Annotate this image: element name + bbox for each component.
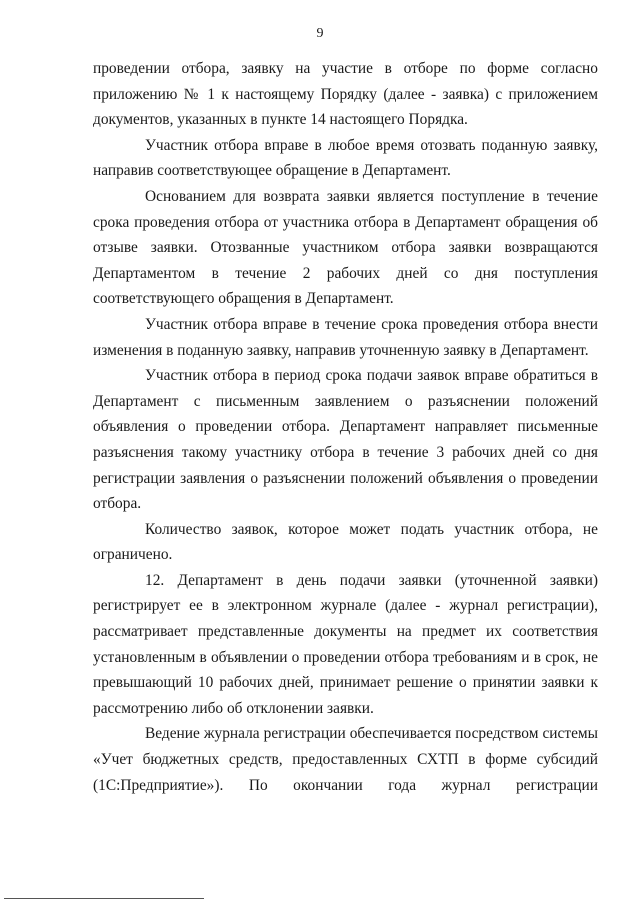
paragraph-application-count: Количество заявок, которое может подать участник отбора, не ограничено.	[93, 520, 598, 564]
page-number: 9	[316, 26, 324, 41]
paragraph-amend-application: Участник отбора вправе в течение срока проведения отбора внести изменения в поданную заявку, направив уточненную заявку в Департамент.	[93, 315, 598, 359]
paragraph-withdraw-application: Участник отбора вправе в любое время отозвать поданную заявку, направив соответствующее обращение в Департамент.	[93, 136, 598, 180]
paragraph-return-grounds: Основанием для возврата заявки является поступление в течение срока проведения отбора от участника отбора в Департамент обращения об отзыве заявки. Отозванные участником отбора заявки возвращаются Департаментом в течение 2 рабочих дней со дня поступления соответствующего обращения в Департамент.	[93, 187, 598, 308]
footer-rule	[4, 898, 204, 899]
paragraph-item-12: 12. Департамент в день подачи заявки (уточненной заявки) регистрирует ее в электронном журнале (далее - журнал регистрации), рассматривает представленные документы на предмет их соответствия установленным в объявлении о проведении отбора требованиям и в срок, не превышающий 10 рабочих дней, принимает решение о принятии заявки к рассмотрению либо об отклонении заявки.	[93, 571, 598, 717]
paragraph-clarification-request: Участник отбора в период срока подачи заявок вправе обратиться в Департамент с письменным заявлением о разъяснении положений объявления о проведении отбора. Департамент направляет письменные разъяснения такому участнику отбора в течение 3 рабочих дней со дня регистрации заявления о разъяснении положений объявления о проведении отбора.	[93, 367, 598, 513]
document-body	[93, 56, 598, 798]
paragraph-continuation: проведении отбора, заявку на участие в отборе по форме согласно приложению № 1 к настоящему Порядку (далее - заявка) с приложением документов, указанных в пункте 14 настоящего Порядка.	[93, 60, 598, 129]
paragraph-registration-journal: Ведение журнала регистрации обеспечивается посредством системы «Учет бюджетных средств, предоставленных СХТП в форме субсидий (1С:Предприятие»). По окончании года журнал регистрации	[93, 725, 598, 794]
